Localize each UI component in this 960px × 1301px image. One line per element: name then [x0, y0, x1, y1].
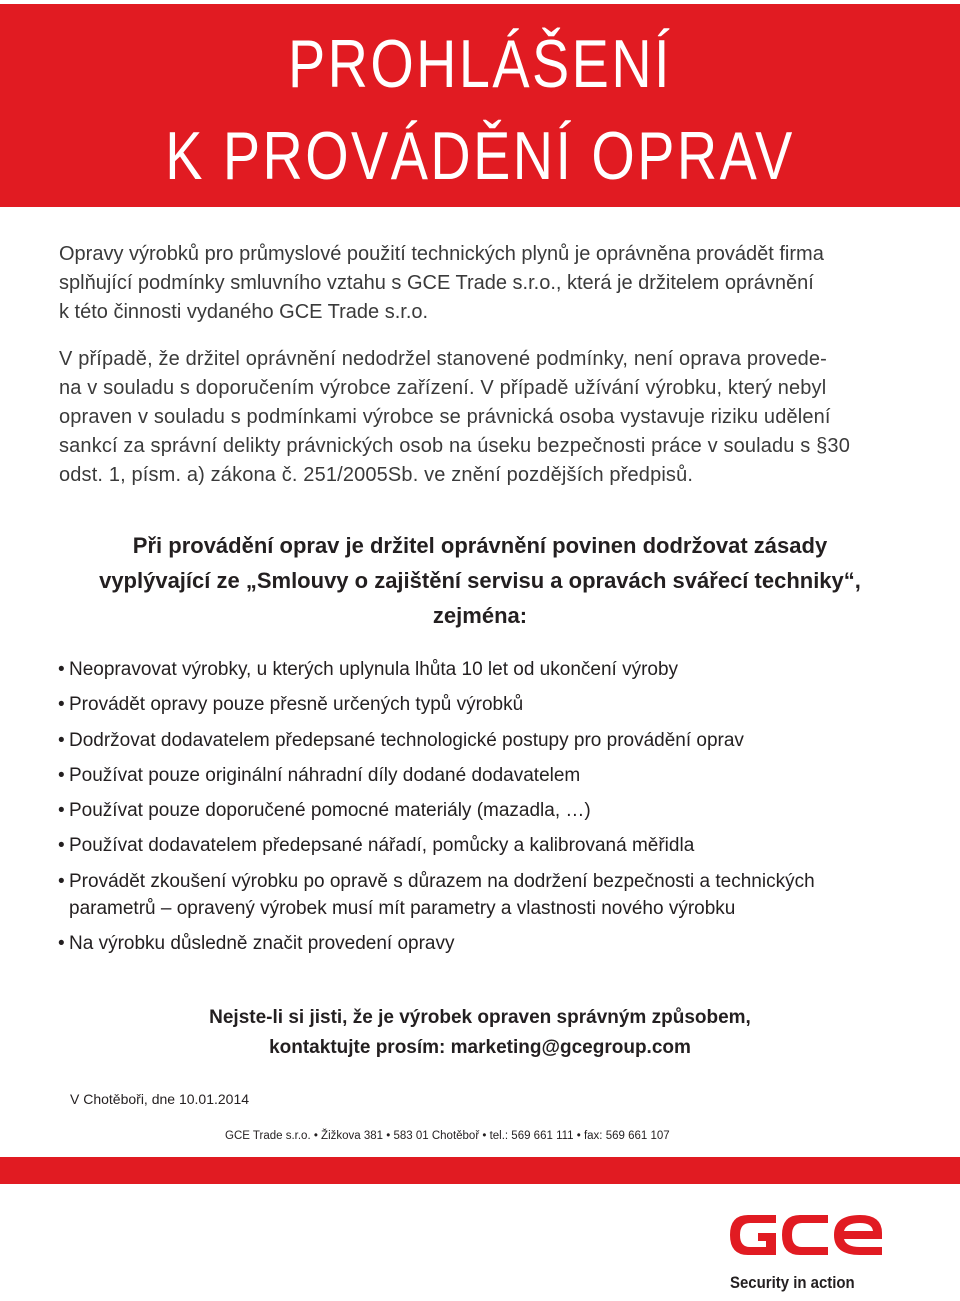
page-title-line-1: PROHLÁŠENÍ: [287, 26, 673, 102]
warning-line: opraven v souladu s podmínkami výrobce se právnická osoba vystavuje riziku udělení: [59, 406, 831, 428]
bullet-icon: •: [58, 835, 65, 857]
warning-line: V případě, že držitel oprávnění nedodržel stanovené podmínky, není oprava provede-: [59, 348, 827, 370]
contact-note-line: Nejste-li si jisti, že je výrobek opraven správným způsobem,: [209, 1007, 751, 1028]
obligations-heading-line: vyplývající ze „Smlouvy o zajištění servisu a opravách svářecí techniky“,: [99, 568, 861, 593]
obligations-heading-line: zejména:: [432, 603, 528, 628]
bullet-icon: •: [58, 694, 65, 716]
list-item: [58, 832, 918, 859]
obligations-heading: [0, 528, 960, 633]
bullet-icon: •: [58, 659, 65, 680]
warning-line: sankcí za správní delikty právnických osob na úseku bezpečnosti práce v souladu s §30: [59, 435, 850, 457]
contact-note: [0, 1003, 960, 1063]
intro-line: k této činnosti vydaného GCE Trade s.r.o.: [59, 301, 429, 323]
bullet-icon: •: [58, 729, 65, 751]
footer-band: [0, 1157, 960, 1184]
page-title-line-2: K PROVÁDĚNÍ OPRAV: [165, 118, 795, 194]
intro-line: splňující podmínky smluvního vztahu s GCE Trade s.r.o., která je držitelem oprávnění: [59, 272, 814, 294]
list-item-text: Na výrobku důsledně značit provedení opravy: [69, 933, 455, 955]
obligations-heading-line: Při provádění oprav je držitel oprávnění povinen dodržovat zásady: [132, 533, 828, 558]
list-item-text: Používat dodavatelem předepsané nářadí, pomůcky a kalibrovaná měřidla: [69, 835, 695, 857]
list-item: [58, 930, 918, 957]
list-item: [58, 691, 918, 718]
list-item: [58, 727, 918, 754]
list-item-text: Používat pouze doporučené pomocné materiály (mazadla, …): [69, 800, 591, 822]
gce-logo-icon: [726, 1205, 886, 1265]
list-item: [58, 762, 918, 789]
bullet-icon: •: [58, 800, 65, 822]
logo-tagline: Security in action: [730, 1273, 855, 1292]
bullet-icon: •: [58, 870, 65, 892]
bullet-icon: •: [58, 933, 65, 955]
contact-email-line: kontaktujte prosím: marketing@gcegroup.com: [269, 1037, 691, 1058]
footer-address: GCE Trade s.r.o. • Žižkova 381 • 583 01 Chotěboř • tel.: 569 661 111 • fax: 569 661 107: [225, 1130, 670, 1142]
intro-paragraph: [59, 240, 909, 327]
list-item-text: Provádět zkoušení výrobku po opravě s důrazem na dodržení bezpečnosti a technických: [69, 870, 815, 892]
list-item-text: Provádět opravy pouze přesně určených typů výrobků: [69, 694, 524, 716]
intro-line: Opravy výrobků pro průmyslové použití technických plynů je oprávněna provádět firma: [59, 243, 824, 265]
list-item: [58, 797, 918, 824]
list-item: [58, 656, 918, 683]
list-item-text: Používat pouze originální náhradní díly dodané dodavatelem: [69, 764, 581, 786]
warning-line: na v souladu s doporučením výrobce zařízení. V případě užívání výrobku, který nebyl: [59, 377, 827, 399]
obligations-list: [58, 656, 918, 965]
warning-paragraph: [59, 345, 909, 490]
list-item: [58, 868, 918, 922]
bullet-icon: •: [58, 764, 65, 786]
warning-line: odst. 1, písm. a) zákona č. 251/2005Sb. ve znění pozdějších předpisů.: [59, 464, 694, 486]
list-item-text: Neopravovat výrobky, u kterých uplynula lhůta 10 let od ukončení výroby: [69, 659, 679, 680]
date-place: V Chotěboři, dne 10.01.2014: [70, 1091, 250, 1107]
list-item-text-continued: parametrů – opravený výrobek musí mít parametry a vlastnosti nového výrobku: [69, 897, 736, 919]
list-item-text: Dodržovat dodavatelem předepsané technologické postupy pro provádění oprav: [69, 729, 744, 751]
